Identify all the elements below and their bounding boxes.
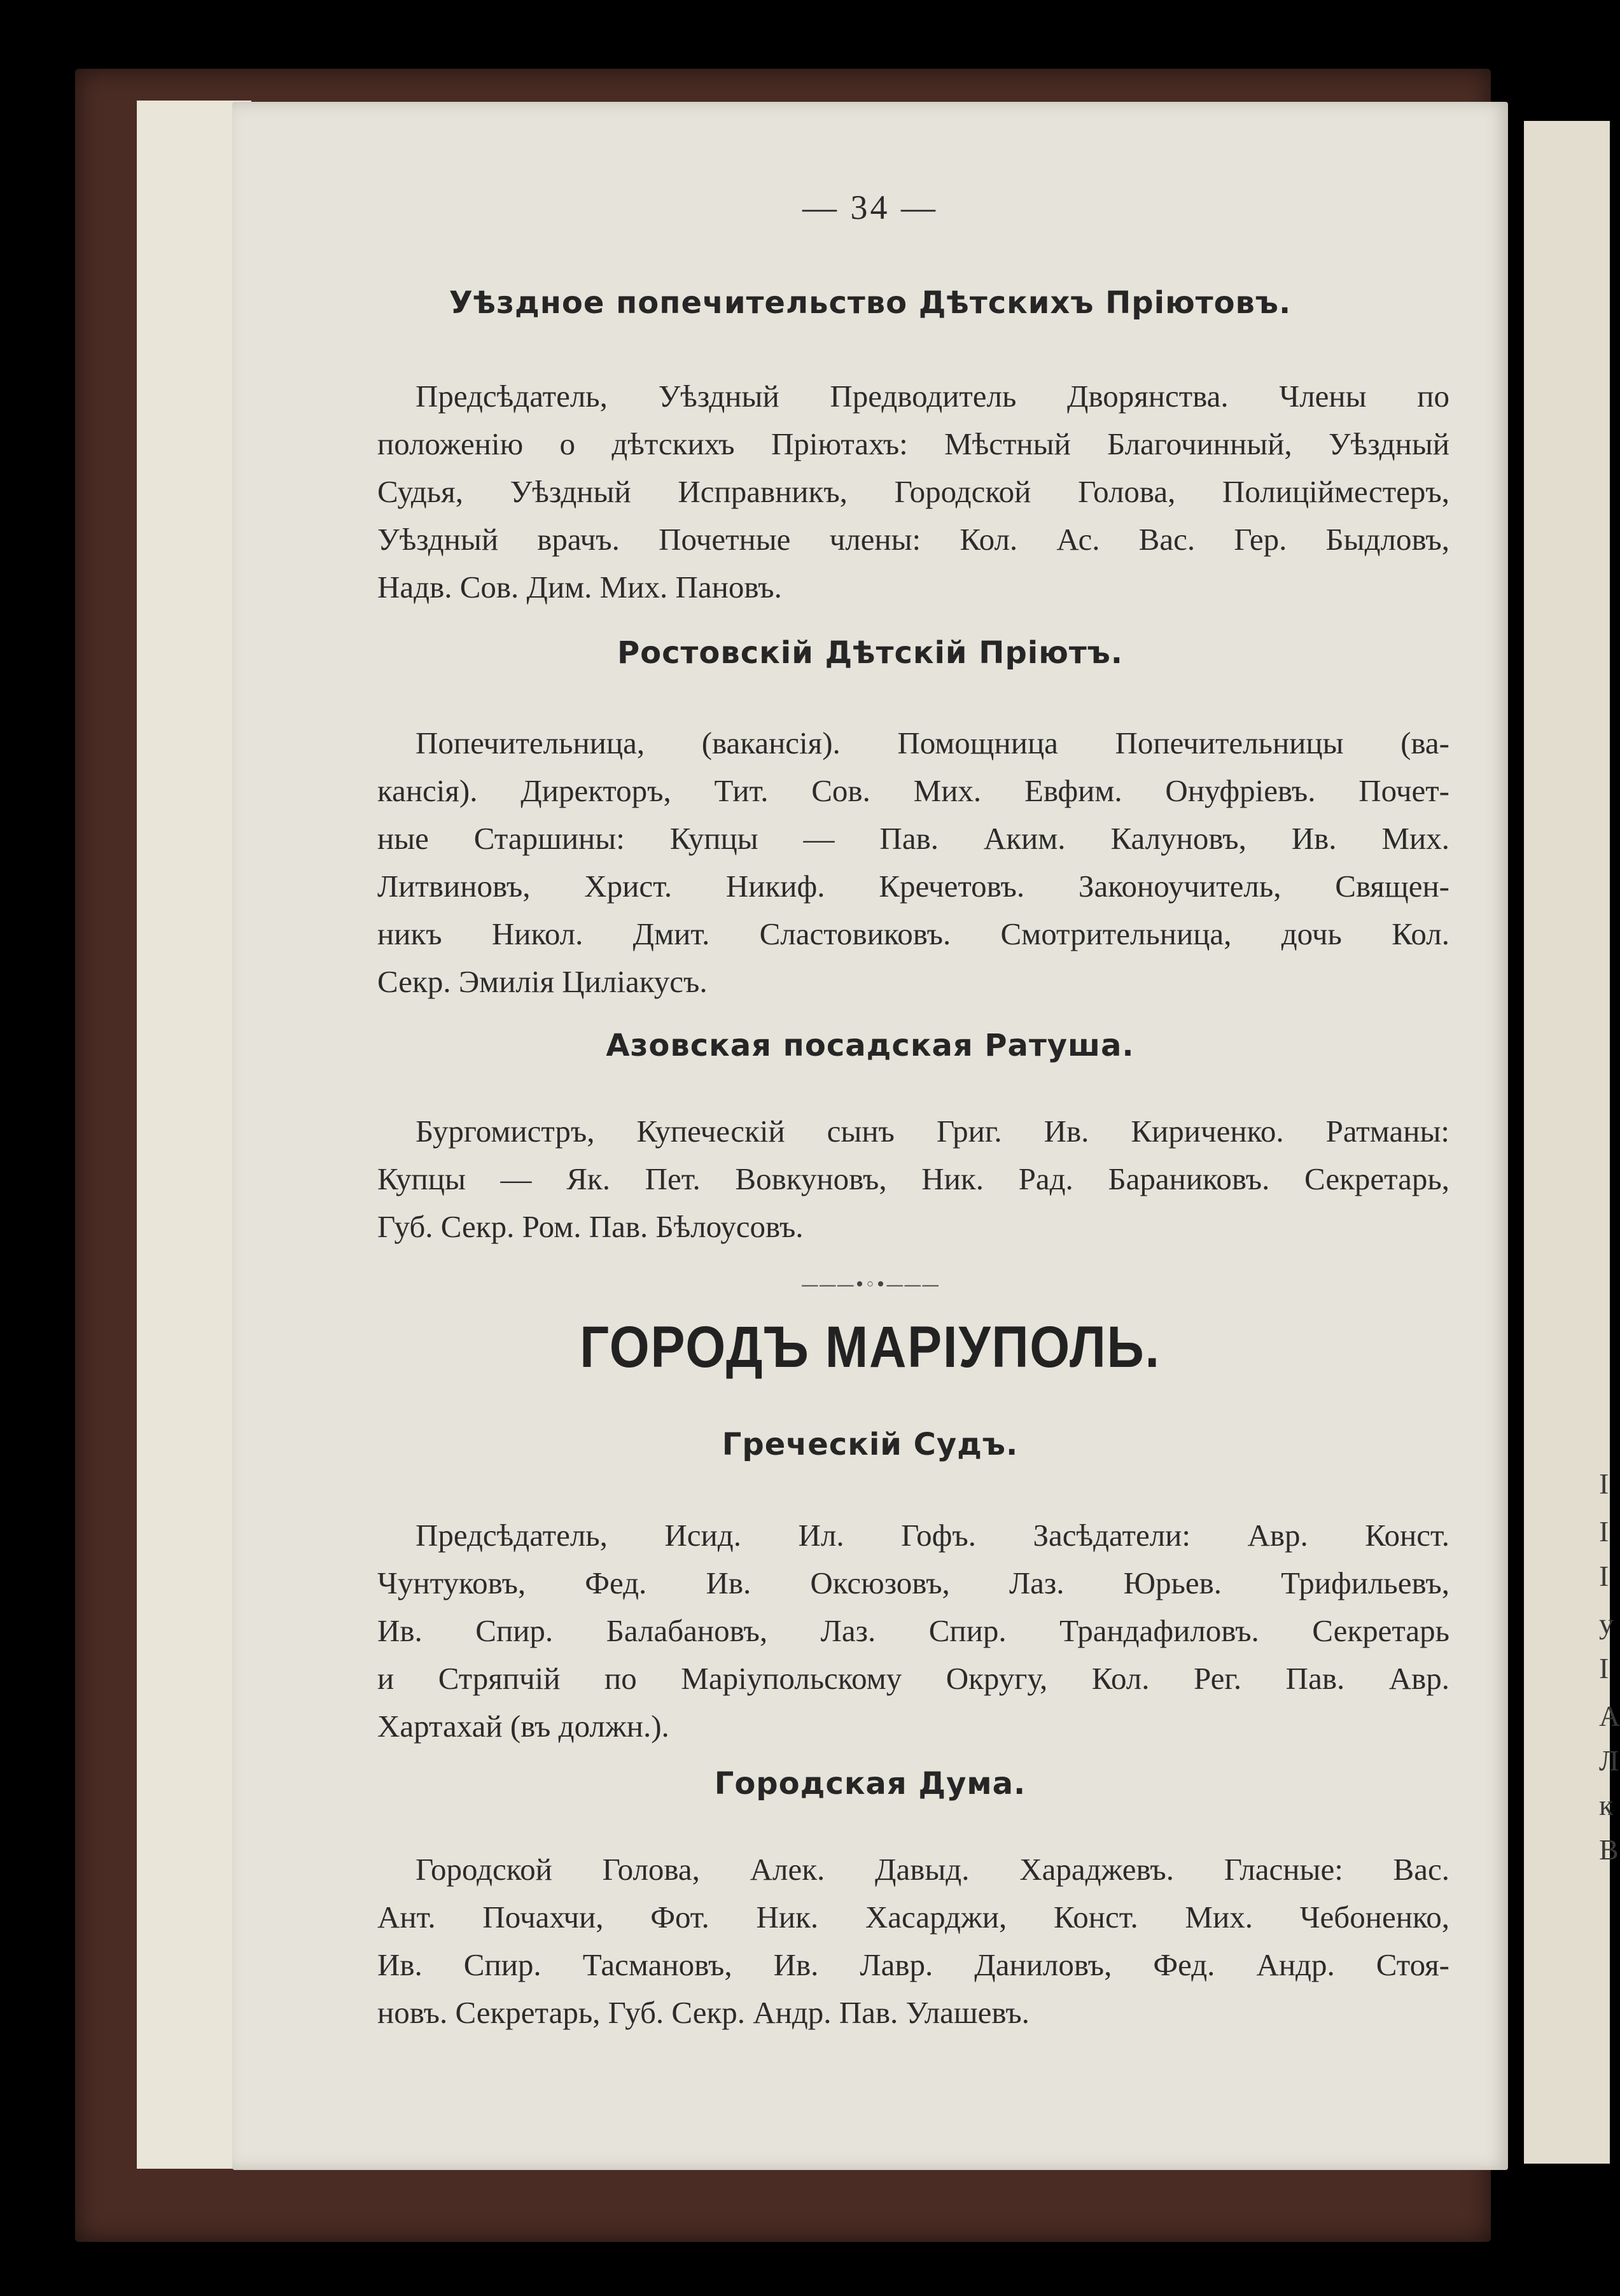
text-line: Чунтуковъ, Фед. Ив. Оксюзовъ, Лаз. Юрьев. Трифильевъ, — [377, 1565, 1449, 1600]
next-page-fragment: у — [1599, 1607, 1614, 1640]
text-line: ные Старшины: Купцы — Пав. Аким. Калуновъ, Ив. Мих. — [377, 821, 1449, 856]
text-line: Секр. Эмилія Цилiакусъ. — [377, 964, 708, 999]
section-heading-city-duma: Городская Дума. — [714, 1766, 1026, 1802]
text-line: Надв. Сов. Дим. Мих. Пановъ. — [377, 570, 782, 605]
text-line: Ив. Спир. Балабановъ, Лаз. Спир. Трандафиловъ. Секретарь — [377, 1613, 1449, 1648]
next-page-fragment: I — [1599, 1515, 1609, 1548]
text-line: Городской Голова, Алек. Давыд. Хараджевъ. Гласные: Вас. — [415, 1852, 1449, 1887]
text-line: Бургомистръ, Купеческій сынъ Григ. Ив. Кириченко. Ратманы: — [415, 1114, 1449, 1149]
text-line: и Стряпчій по Маріупольскому Округу, Кол. Рег. Пав. Авр. — [377, 1661, 1449, 1696]
text-line: Ант. Почахчи, Фот. Ник. Хасарджи, Конст. Мих. Чебоненко, — [377, 1900, 1449, 1935]
next-page-edge — [1524, 121, 1620, 2164]
section-divider-ornament: ———•◦•——— — [800, 1274, 940, 1295]
text-line: Уѣздный врачъ. Почетные члены: Кол. Ас. Вас. Гер. Быдловъ, — [377, 522, 1449, 557]
section-body-azov-ratusha — [377, 1107, 1449, 1250]
text-line: Предсѣдатель, Уѣздный Предводитель Дворянства. Члены по — [415, 379, 1449, 414]
text-line: Хартахай (въ должн.). — [377, 1709, 669, 1744]
section-body-rostov-orphanage — [377, 719, 1449, 1005]
section-body-greek-court — [377, 1511, 1449, 1750]
next-page-fragment: I — [1599, 1652, 1609, 1684]
text-line: никъ Никол. Дмит. Сластовиковъ. Смотрительница, дочь Кол. — [377, 916, 1449, 951]
text-line: кансія). Директоръ, Тит. Сов. Мих. Евфим. Онуфріевъ. Почет- — [377, 773, 1449, 808]
city-heading: ГОРОДЪ МАРІУПОЛЬ. — [580, 1315, 1161, 1380]
next-page-fragment: Л — [1599, 1744, 1619, 1777]
text-line: Предсѣдатель, Исид. Ил. Гофъ. Засѣдатели: Авр. Конст. — [415, 1518, 1449, 1553]
section-body-city-duma — [377, 1845, 1449, 2036]
section-heading-azov-ratusha: Азовская посадская Ратуша. — [606, 1028, 1135, 1063]
book-page — [232, 102, 1508, 2170]
text-line: новъ. Секретарь, Губ. Секр. Андр. Пав. Улашевъ. — [377, 1995, 1030, 2030]
text-line: Купцы — Як. Пет. Вовкуновъ, Ник. Рад. Бараниковъ. Секретарь, — [377, 1161, 1449, 1196]
text-line: положенію о дѣтскихъ Пріютахъ: Мѣстный Благочинный, Уѣздный — [377, 426, 1449, 461]
section-heading-greek-court: Греческій Судъ. — [722, 1427, 1019, 1462]
text-line: Литвиновъ, Христ. Никиф. Кречетовъ. Законоучитель, Священ- — [377, 869, 1449, 904]
text-line: Ив. Спир. Тасмановъ, Ив. Лавр. Даниловъ, Фед. Андр. Стоя- — [377, 1947, 1449, 1982]
next-page-fragment: к — [1599, 1789, 1614, 1821]
next-page-fragment: В — [1599, 1833, 1619, 1866]
page-number: — 34 — — [802, 188, 938, 227]
next-page-fragment: I — [1599, 1560, 1609, 1592]
section-heading-rostov-orphanage: Ростовскій Дѣтскій Пріютъ. — [617, 635, 1124, 671]
section-heading-orphanages-board: Уѣздное попечительство Дѣтскихъ Пріютовъ. — [449, 285, 1292, 321]
next-page-fragment: А — [1599, 1700, 1620, 1732]
text-line: Губ. Секр. Ром. Пав. Бѣлоусовъ. — [377, 1209, 804, 1244]
section-body-orphanages-board — [377, 372, 1449, 611]
text-line: Попечительница, (вакансія). Помощница Попечительницы (ва- — [415, 725, 1449, 760]
next-page-fragment: I — [1599, 1467, 1609, 1500]
text-line: Судья, Уѣздный Исправникъ, Городской Голова, Полиційместеръ, — [377, 474, 1449, 509]
